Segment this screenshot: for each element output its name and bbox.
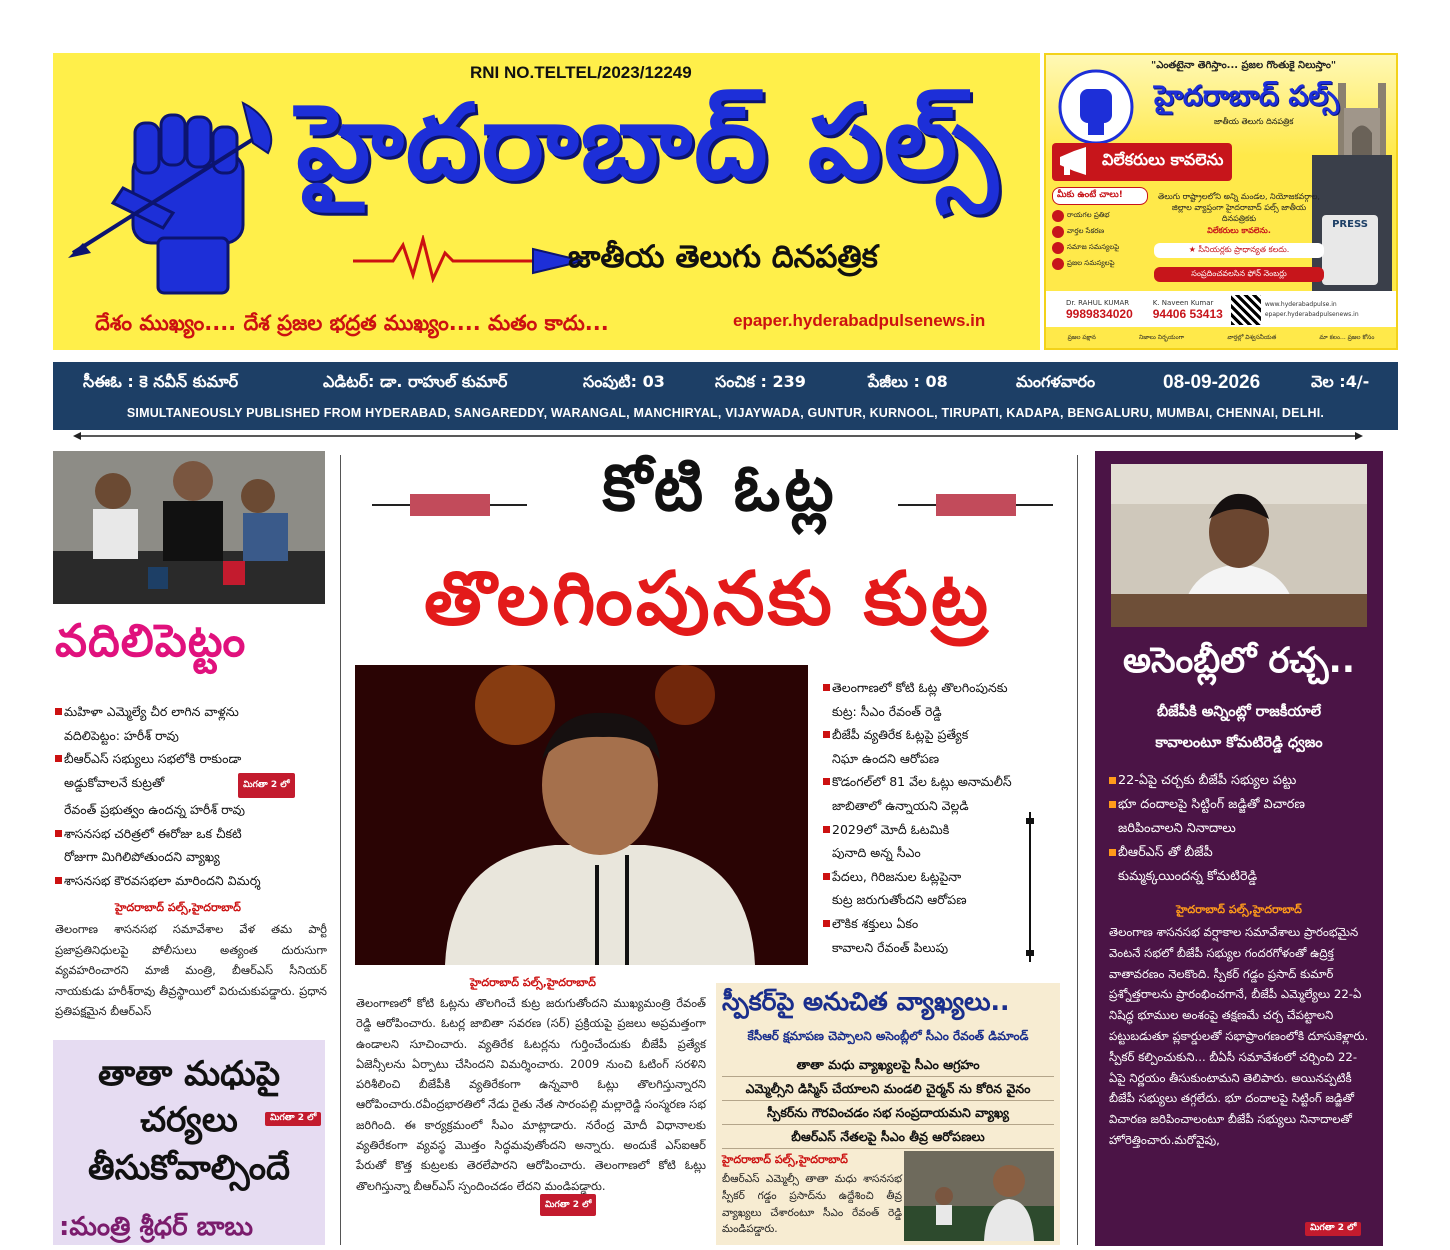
speaker-body-text: బీఆర్ఎస్ ఎమ్మెల్సీ తాతా మధు శాసనసభ స్పీకర్ గడ్డం ప్రసాద్‌ను ఉద్దేశించి తీవ్ర వ్యాఖ్యలు చేశారంటూ సీఎం రేవంత్ రెడ్డి మండిపడ్డారు. [722, 1173, 902, 1236]
press-photo [1312, 155, 1392, 295]
list-item: కొడంగల్‌లో 81 వేల ఓట్లు అనామలీస్ జాబితాలో ఉన్నాయని వెల్లడి [823, 770, 1063, 817]
price: వెల :4/- [1311, 372, 1370, 391]
continued-label[interactable]: మిగతా 2 లో [540, 1194, 596, 1216]
newspaper-title: హైదరాబాద్ పల్స్ [296, 81, 1000, 203]
page-count: పేజీలు : 08 [868, 372, 948, 391]
edition-info-bar [53, 362, 1398, 430]
left-box-line1: తాతా మధుపై [97, 1054, 281, 1094]
ad-websites: www.hyderabadpulse.in epaper.hyderabadpulsenews.in [1264, 301, 1359, 318]
list-item: బీజేపీ వ్యతిరేక ఓట్లపై ప్రత్యేక నిఘా ఉందని ఆరోపణ [823, 723, 1063, 770]
list-item: ఎమ్మెల్సీని డిస్మిస్ చేయాలని మండలి చైర్మన్ ను కోరిన వైనం [722, 1077, 1054, 1101]
left-headline: వదిలిపెట్టం [55, 614, 247, 667]
ad-phone-1[interactable]: Dr. RAHUL KUMAR 9989834020 [1066, 299, 1133, 321]
list-item: శాసనసభ చరిత్రలో ఈరోజు ఒక చీకటి రోజుగా మిగిలిపోతుందని వ్యాఖ్య [55, 822, 327, 869]
ad-phone-2[interactable]: K. Naveen Kumar 94406 53413 [1152, 299, 1223, 321]
reporters-wanted-ad [1044, 53, 1398, 350]
chief-minister-speech-photo [355, 665, 808, 965]
list-item: తెలంగాణలో కోటి ఓట్ల తొలగింపునకు కుట్ర: సీఎం రేవంత్ రెడ్డి [823, 676, 1063, 723]
list-item: పేదలు, గిరిజనుల ఓట్లపైనా కుట్ర జరుగుతోందని ఆరోపణ [823, 865, 1063, 912]
newspaper-slogan: దేశం ముఖ్యం.... దేశ ప్రజల భద్రత ముఖ్యం.... మతం కాదు... [95, 311, 609, 335]
continued-label[interactable]: మిగతా 2 లో [238, 773, 294, 799]
ad-contact-label: సంప్రదించవలసిన ఫోన్ నెంబర్లు [1154, 267, 1324, 282]
list-item: శాసనసభ కౌరవసభలా మారిందని విమర్శ [55, 869, 327, 893]
speaker-highlights [722, 1053, 1054, 1149]
headline-ornament-icon [372, 490, 527, 520]
left-bullets [55, 700, 327, 892]
ad-title: హైదరాబాద్ పల్స్ [1154, 79, 1340, 112]
column-end-marker-icon [1022, 812, 1038, 962]
pen-icon [1052, 210, 1064, 222]
list-item: 2029లో మోదీ ఓటమికి పునాది అన్న సీఎం [823, 818, 1063, 865]
left-body-text: తెలంగాణ శాసనసభ సమావేశాల వేళ తమ పార్టీ ప్రజాప్రతినిధులపై పోలీసులు అత్యంత దురుసుగా వ్యవహరించారని మాజీ మంత్రి, బీఆర్ఎస్ సీనియర్ నాయకుడు హరీశ్‌రావు తీవ్రస్థాయిలో విరుచుకుపడ్డారు. ప్రధాన ప్రతిపక్షమైన బీఆర్ఎస్ [55, 922, 327, 1018]
lead-headline-line1: కోటి ఓట్ల [602, 452, 838, 526]
speaker-at-podium-icon [355, 665, 808, 965]
lead-headline-line2: తొలగింపునకు కుట్ర [424, 556, 991, 642]
raised-fist-pen-logo-icon [63, 93, 283, 303]
chat-icon [1052, 242, 1064, 254]
crowd-photo-icon [53, 451, 325, 604]
speaker-headline: స్పీకర్‌పై అనుచిత వ్యాఖ్యలు.. [722, 987, 1010, 1016]
newspaper-tagline: జాతీయ తెలుగు దినపత్రిక [568, 239, 878, 275]
megaphone-icon [1056, 145, 1092, 177]
ad-item: సమాజ సమస్యలపై [1052, 242, 1148, 254]
right-byline: హైదరాబాద్ పల్స్,హైదరాబాద్ [1176, 903, 1302, 916]
double-arrow-rule [73, 432, 1363, 440]
day-of-week: మంగళవారం [1016, 372, 1096, 391]
right-subheadline: బీజేపీకి అన్నింట్లో రాజకీయాలే కావాలంటూ కోమటిరెడ్డి ధ్వజం [1155, 704, 1323, 751]
rni-number: RNI NO.TELTEL/2023/12249 [470, 63, 692, 82]
ad-item: వార్తల సేకరణ [1052, 226, 1148, 238]
left-box-line2: చర్యలు [140, 1100, 238, 1140]
column-divider [1077, 455, 1078, 1245]
list-item: మహిళా ఎమ్మెల్యే చీర లాగిన వాళ్లను వదిలిపెట్టం: హరీశ్ రావు [55, 700, 327, 747]
left-box-line3: తీసుకోవాల్సిందే [88, 1148, 290, 1188]
ad-requirements [1052, 187, 1148, 274]
heartbeat-pulse-icon [353, 235, 593, 283]
people-icon [1052, 258, 1064, 270]
headline-ornament-icon [898, 490, 1053, 520]
ad-item: రాయగల ప్రతిభ [1052, 210, 1148, 222]
continued-label[interactable]: మిగతా 2 లో [265, 1112, 321, 1126]
list-item: బీఆర్ఎస్ సభ్యులు సభలోకి రాకుండా అడ్డుకోవాలనే కుట్రతో మిగతా 2 లో రేవంత్ ప్రభుత్వం ఉందన్న హరీశ్ రావు [55, 747, 327, 822]
left-box-story [53, 1040, 325, 1245]
list-item: బీఆర్ఎస్ నేతలపై సీఎం తీవ్ర ఆరోపణలు [722, 1125, 1054, 1149]
press-id-card: PRESS [1322, 215, 1378, 285]
right-headline: అసెంబ్లీలో రచ్చ.. [1122, 641, 1356, 681]
ad-quote: "ఎంతటైనా తెగిస్తాం... ప్రజల గొంతుకై నిలుస్తాం" [1151, 60, 1337, 71]
left-box-attribution: :మంత్రి శ్రీధర్ బాబు [59, 1212, 253, 1242]
list-item: లౌకిక శక్తులు ఏకం కావాలని రేవంత్ పిలుపు [823, 912, 1063, 959]
ad-fist-logo-icon [1052, 67, 1140, 147]
volume-number: సంపుటి: 03 [583, 372, 665, 391]
speaker-subhead: కేసీఆర్ క్షమాపణ చెప్పాలని అసెంబ్లీలో సీఎం రేవంత్ డిమాండ్ [747, 1029, 1029, 1043]
issue-date: 08-09-2026 [1163, 372, 1261, 393]
right-bullets [1109, 769, 1379, 889]
editor-name: ఎడిటర్: డా. రాహుల్ కుమార్ [323, 372, 508, 391]
ad-phones [1046, 291, 1396, 329]
minister-speaking-photo [1111, 464, 1367, 627]
ad-banner-text: విలేకరులు కావలెను [1102, 150, 1224, 169]
ad-chip: మీకు ఉంటే చాలు! [1052, 187, 1148, 205]
epaper-link[interactable]: epaper.hyderabadpulsenews.in [733, 311, 986, 330]
lead-byline: హైదరాబాద్ పల్స్,హైదరాబాద్ [470, 976, 596, 989]
published-from: SIMULTANEOUSLY PUBLISHED FROM HYDERABAD, SANGAREDDY, WARANGAL, MANCHIRYAL, VIJAYWADA, GUNTUR, KURNOOL, TIRUPATI, KADAPA, BENGALURU, MUMBAI, CHENNAI, DELHI. [126, 406, 1325, 420]
lead-body-text: తెలంగాణలో కోటి ఓట్లను తొలగించే కుట్ర జరుగుతోందని ముఖ్యమంత్రి రేవంత్ రెడ్డి ఆరోపించారు. ఓటర్ల జాబితా సవరణ (సర్) ప్రక్రియపై ప్రజలు అప్రమత్తంగా ఉండాలని సూచించారు. వ్యతిరేక ఓటర్లను గుర్తించేందుకు బీజేపీ ప్రత్యేక ఏజెన్సీలను ఏర్పాటు చేసిందని విమర్శించారు. 2009 నుంచి ఓటింగ్ సరళిని పరిశీలించి బీజేపీకి వ్యతిరేకంగా ఉన్నవారి ఓట్లు తొలగిస్తున్నారని ఆరోపించారు.రవీంద్రభారతిలో నేడు రైతు నేత సారంపల్లి మల్లారెడ్డి సంస్మరణ సభ జరిగింది. ఈ కార్యక్రమంలో సీఎం మాట్లాడారు. నరేంద్ర మోదీ విధానాలకు వ్యతిరేకంగా వ్యవస్థ మొత్తం సిద్ధమవుతోందని అన్నారు. అందుకే ఎస్ఐఆర్ పేరుతో కొత్త కుట్రలకు తెరలేపారని ఆరోపించారు. తెలంగాణలో కోటి ఓట్లు తొలగిస్తున్నా బీఆర్ఎస్ స్పందించడం లేదని మండిపడ్డారు. మిగతా 2 లో [356, 993, 706, 1196]
list-item: బీఆర్ఎస్ తో బీజేపీ కుమ్మక్కయిందన్న కోమటిరెడ్డి [1109, 841, 1379, 889]
press-meet-photo [53, 451, 325, 604]
list-item: తాతా మధు వ్యాఖ్యలపై సీఎం ఆగ్రహం [722, 1053, 1054, 1077]
assembly-hall-icon [904, 1151, 1054, 1241]
list-item: స్పీకర్‌ను గౌరవించడం సభ సంప్రదాయమని వ్యాఖ్య [722, 1101, 1054, 1125]
ad-body: తెలుగు రాష్ట్రాలలోని అన్ని మండల, నియోజకవర్గాల, జిల్లాల వ్యాప్తంగా హైదరాబాద్ పల్స్ జాతీయ దినపత్రికకు విలేకరులు కావలెను. [1158, 192, 1320, 235]
ad-footer: ప్రజల పక్షాన నిజాలు నిర్భయంగా వార్తల్లో విశ్వసనీయత మా కలం... ప్రజల కోసం [1046, 327, 1396, 348]
issue-number: సంచిక : 239 [715, 372, 806, 391]
masthead [53, 53, 1040, 350]
continued-label[interactable]: మిగతా 2 లో [1305, 1222, 1361, 1236]
ad-highlight: ★ సీనియర్లకు ప్రాధాన్యత కలదు. [1154, 243, 1324, 258]
qr-code-icon [1231, 295, 1261, 325]
list-item: 22-ఏపై చర్చకు బీజేపీ సభ్యుల పట్టు [1109, 769, 1379, 793]
ad-item: ప్రజల సమస్యలపై [1052, 258, 1148, 270]
charminar-icon [1332, 63, 1392, 158]
ad-subtitle: జాతీయ తెలుగు దినపత్రిక [1214, 117, 1294, 126]
right-story-panel [1095, 451, 1383, 1246]
list-item: భూ దందాలపై సిట్టింగ్ జడ్జితో విచారణ జరిపించాలని నినాదాలు [1109, 793, 1379, 841]
video-icon [1052, 226, 1064, 238]
speaker-byline: హైదరాబాద్ పల్స్,హైదరాబాద్ [722, 1153, 848, 1166]
minister-at-podium-icon [1111, 464, 1367, 627]
left-byline: హైదరాబాద్ పల్స్,హైదరాబాద్ [115, 901, 241, 914]
ceo-name: సీఈఓ : కె నవీన్ కుమార్ [83, 372, 239, 391]
assembly-photo [904, 1151, 1054, 1241]
speaker-remarks-box [716, 983, 1060, 1245]
right-body-text: తెలంగాణ శాసనసభ వర్షాకాల సమావేశాలు ప్రారంభమైన వెంటనే సభలో బీజేపీ సభ్యుల గందరగోళంతో ఉద్రిక్త వాతావరణం నెలకొంది. స్పీకర్ గడ్డం ప్రసాద్ కుమార్ ప్రశ్నోత్తరాలను ప్రారంభించగానే, బీజేపీ ఎమ్మెల్యేలు 22-ఏ నిషిద్ధ భూముల అంశంపై తక్షణమే చర్చ చేపట్టాలని పట్టుబడుతూ ప్లకార్డులతో సభాప్రాంగణంలోకి దూసుకెళ్లారు. స్పీకర్ కల్పించుకుని... బీఏసీ సమావేశంలో చర్చించి 22-ఏపై నిర్ణయం తీసుకుంటామని తెలిపారు. అయినప్పటికీ బీజేపీ సభ్యులు తగ్గలేదు. భూ దందాలపై సిట్టింగ్ జడ్జితో విచారణ జరిపించాలంటూ బీజేపీ సభ్యులు నినాదాలతో హోరెత్తించారు.మరోవైపు, [1109, 925, 1369, 1147]
